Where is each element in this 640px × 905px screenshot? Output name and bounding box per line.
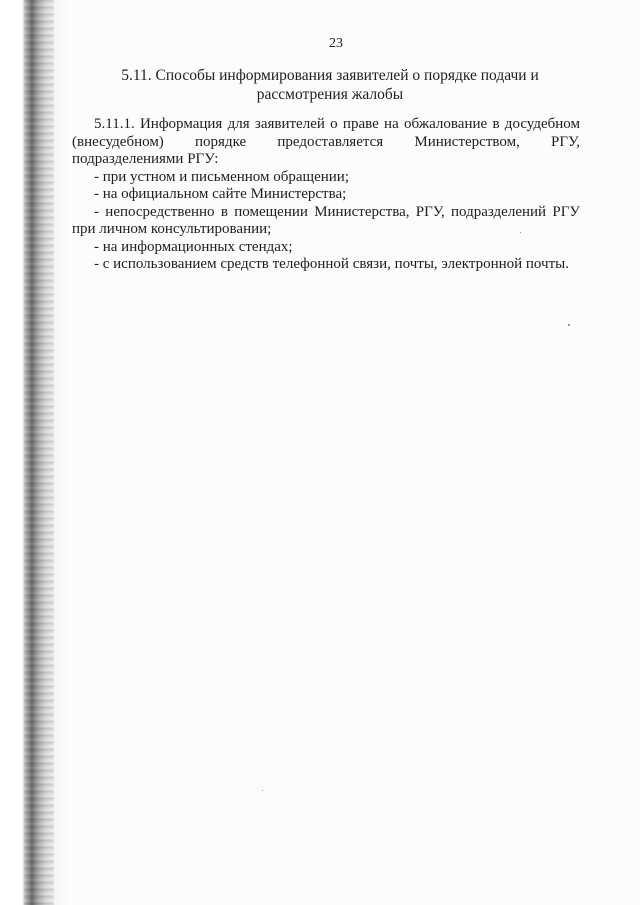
scan-speck (568, 324, 570, 326)
section-title-line-2: рассмотрения жалобы (256, 86, 404, 103)
list-item-phone-mail: - с использованием средств телефонной связи, почты, электронной почты. (94, 256, 569, 272)
scanner-shadow (0, 0, 70, 905)
scan-speck (520, 232, 521, 233)
paragraph-5-11-1: 5.11.1. Информация для заявителей о праве на обжалование в досудебном (внесудебном) порядке предоставляется Министерством, РГУ, подразделениями РГУ: (72, 116, 580, 167)
scanner-noise (24, 0, 54, 905)
section-title-line-1: 5.11. Способы информирования заявителей о порядке подачи и (121, 67, 539, 84)
list-item-in-person: - непосредственно в помещении Министерства, РГУ, подразделений РГУ при личном консультировании; (72, 203, 580, 237)
page-number: 23 (329, 36, 343, 51)
list-item-official-site: - на официальном сайте Министерства; (94, 186, 347, 202)
section-title (100, 66, 560, 104)
scan-speck (262, 790, 263, 791)
body-text (72, 116, 580, 274)
list-item-info-stands: - на информационных стендах; (94, 238, 293, 255)
list-item-oral-written: - при устном и письменном обращении; (94, 168, 349, 185)
